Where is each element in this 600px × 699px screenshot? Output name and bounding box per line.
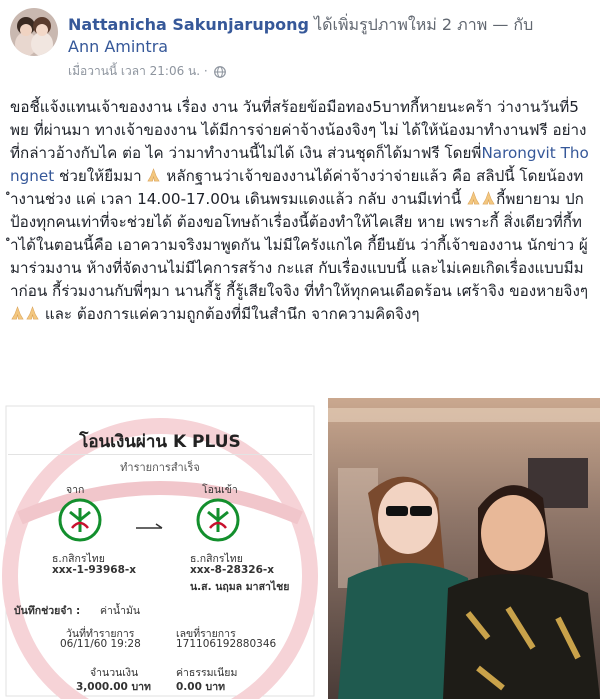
arrow-right-icon <box>136 518 166 537</box>
globe-icon <box>214 66 226 78</box>
amount-value: 3,000.00 บาท <box>76 681 151 693</box>
pray-emoji-icon <box>25 305 40 320</box>
slip-title: โอนเงินผ่าน K PLUS <box>79 432 241 452</box>
post-meta <box>68 62 226 81</box>
post-text-3: หลักฐานว่าเจ้าของงานได้ค่าจ้างว่าจ่ายแล้ว คือ สลิปนี้ โดยน้องทำงานช่วง แค่ เวลา 14.00-17.00น เดินพรมแดงแล้ว กลับ งานมีเท่านี้ <box>10 167 584 208</box>
post-text-4: กี้พยายาม ปกป้องทุกคนเท่าที่จะช่วยได้ ต้องขอโทษถ้าเรื่องนี้ต้องทำให้ไคเสีย หาย เพราะกี้ สิ่งเดียวที่กี้ทำได้ในตอนนี้คือ เอาความจริงมาพูดกัน ไม่มีใครังแกไค กี้ยืนยัน ว่ากี้เจ้าของงาน นักข่าว ผู้มาร่วมงาน ห้างที่จัดงานไม่มีไคการสร้าง กะแส กับเรื่องแบบนี้ และไม่เคยเกิดเรื่องแบบมีมาก่อน กี้ร่วมงานกับพี่ๆมา นานกี้รู้ กี้รู้เสียใจจิง ที่ทำให้ทุกคนเดือดร้อน เศร้าจิง ของหายจิงๆ <box>10 190 589 300</box>
from-label: จาก <box>66 484 85 496</box>
post-text-1: ขอชี้แจ้งแทนเจ้าของงาน เรื่อง งาน วันที่สร้อยข้อมือทอง5บาทกี้หายนะคร้า ว่างานวันที่5 พย ที่ผ่านมา ทางเจ้าของงาน ได้มีการจ่ายค่าจ้างน้องจิงๆ ไม่ ได้ให้น้องมาทำงานฟรี อย่างที่กล่าวอ้างกับไค ต่อ ไค ว่ามาทำงานนี้ไม่ได้ เงิน ส่วนชุดก็ได้มาฟรี โดยพี่ <box>10 98 587 162</box>
kasikorn-bank-logo-icon <box>196 498 240 546</box>
mention-link[interactable]: Narongvit Thongnet <box>10 144 589 185</box>
ref-value: 171106192880346 <box>176 638 277 650</box>
from-bank: ธ.กสิกรไทย <box>52 553 105 565</box>
post-header <box>0 0 600 92</box>
event-photo[interactable] <box>328 398 600 699</box>
pray-emoji-icon <box>10 305 25 320</box>
fee-value: 0.00 บาท <box>176 681 226 693</box>
post-text-2: ช่วยให้ยืมมา <box>54 167 147 185</box>
post-author-line <box>68 14 593 58</box>
transfer-slip-photo[interactable] <box>0 398 320 699</box>
pray-emoji-icon <box>481 190 496 205</box>
date-label: วันที่ทำรายการ <box>66 628 135 640</box>
fee-label: ค่าธรรมเนียม <box>176 667 238 679</box>
from-account: xxx-1-93968-x <box>52 564 136 576</box>
memo-label: บันทึกช่วยจำ : <box>14 605 81 617</box>
author-name[interactable]: Nattanicha Sakunjarupong <box>68 15 309 34</box>
memo-value: ค่าน้ำมัน <box>100 605 141 617</box>
to-bank: ธ.กสิกรไทย <box>190 553 243 565</box>
post-text-5: และ ต้องการแค่ความถูกต้องที่มีในสำนึก จากความคิดจิงๆ <box>40 305 420 323</box>
ref-label: เลขที่รายการ <box>176 628 236 640</box>
date-value: 06/11/60 19:28 <box>60 638 141 650</box>
pray-emoji-icon <box>466 190 481 205</box>
to-label: โอนเข้า <box>202 484 238 496</box>
tagged-person[interactable]: Ann Amintra <box>68 37 169 56</box>
kasikorn-bank-logo-icon <box>58 498 102 546</box>
post-action-text: ได้เพิ่มรูปภาพใหม่ 2 ภาพ — กับ <box>309 15 534 34</box>
event-photo-illustration <box>328 398 600 699</box>
post-timestamp[interactable]: เมื่อวานนี้ เวลา 21:06 น. · <box>68 64 208 78</box>
to-account: xxx-8-28326-x <box>190 564 274 576</box>
slip-status: ทำรายการสำเร็จ <box>120 461 200 474</box>
pray-emoji-icon <box>146 167 161 182</box>
amount-label: จำนวนเงิน <box>90 667 139 679</box>
author-avatar[interactable] <box>10 8 58 56</box>
to-name: น.ส. นฤมล มาสาไชย <box>190 581 290 593</box>
post-body <box>10 96 590 326</box>
slip-divider <box>8 454 312 455</box>
